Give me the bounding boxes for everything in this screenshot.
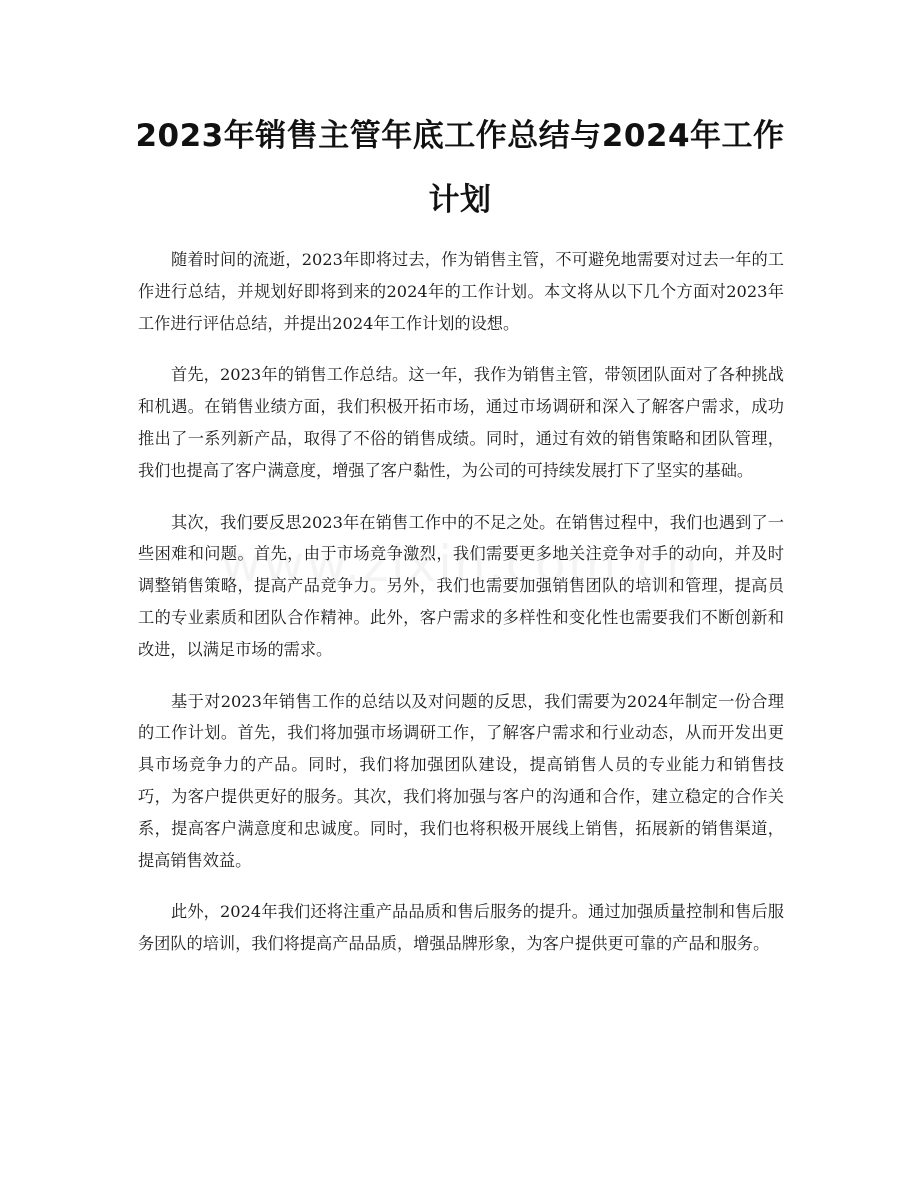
paragraph-reflection: 其次，我们要反思2023年在销售工作中的不足之处。在销售过程中，我们也遇到了一些困难和问题。首先，由于市场竞争激烈，我们需要更多地关注竞争对手的动向，并及时调整销售策略，提高产品竞争力。另外，我们也需要加强销售团队的培训和管理，提高员工的专业素质和团队合作精神。此外，客户需求的多样性和变化性也需要我们不断创新和改进，以满足市场的需求。 — [138, 512, 784, 659]
paragraph-summary: 首先，2023年的销售工作总结。这一年，我作为销售主管，带领团队面对了各种挑战和机遇。在销售业绩方面，我们积极开拓市场，通过市场调研和深入了解客户需求，成功推出了一系列新产品，取得了不俗的销售成绩。同时，通过有效的销售策略和团队管理，我们也提高了客户满意度，增强了客户黏性，为公司的可持续发展打下了坚实的基础。 — [138, 365, 784, 480]
paragraph-quality: 此外，2024年我们还将注重产品品质和售后服务的提升。通过加强质量控制和售后服务团队的培训，我们将提高产品品质，增强品牌形象，为客户提供更可靠的产品和服务。 — [138, 902, 784, 954]
paragraph-intro: 随着时间的流逝，2023年即将过去，作为销售主管，不可避免地需要对过去一年的工作进行总结，并规划好即将到来的2024年的工作计划。本文将从以下几个方面对2023年工作进行评估总结，并提出2024年工作计划的设想。 — [138, 250, 784, 333]
document-title: 2023年销售主管年底工作总结与2024年工作计划 — [135, 118, 785, 218]
paragraph-plan: 基于对2023年销售工作的总结以及对问题的反思，我们需要为2024年制定一份合理的工作计划。首先，我们将加强市场调研工作，了解客户需求和行业动态，从而开发出更具市场竞争力的产品。同时，我们将加强团队建设，提高销售人员的专业能力和销售技巧，为客户提供更好的服务。其次，我们将加强与客户的沟通和合作，建立稳定的合作关系，提高客户满意度和忠诚度。同时，我们也将积极开展线上销售，拓展新的销售渠道，提高销售效益。 — [138, 691, 784, 870]
document-body — [138, 244, 784, 980]
